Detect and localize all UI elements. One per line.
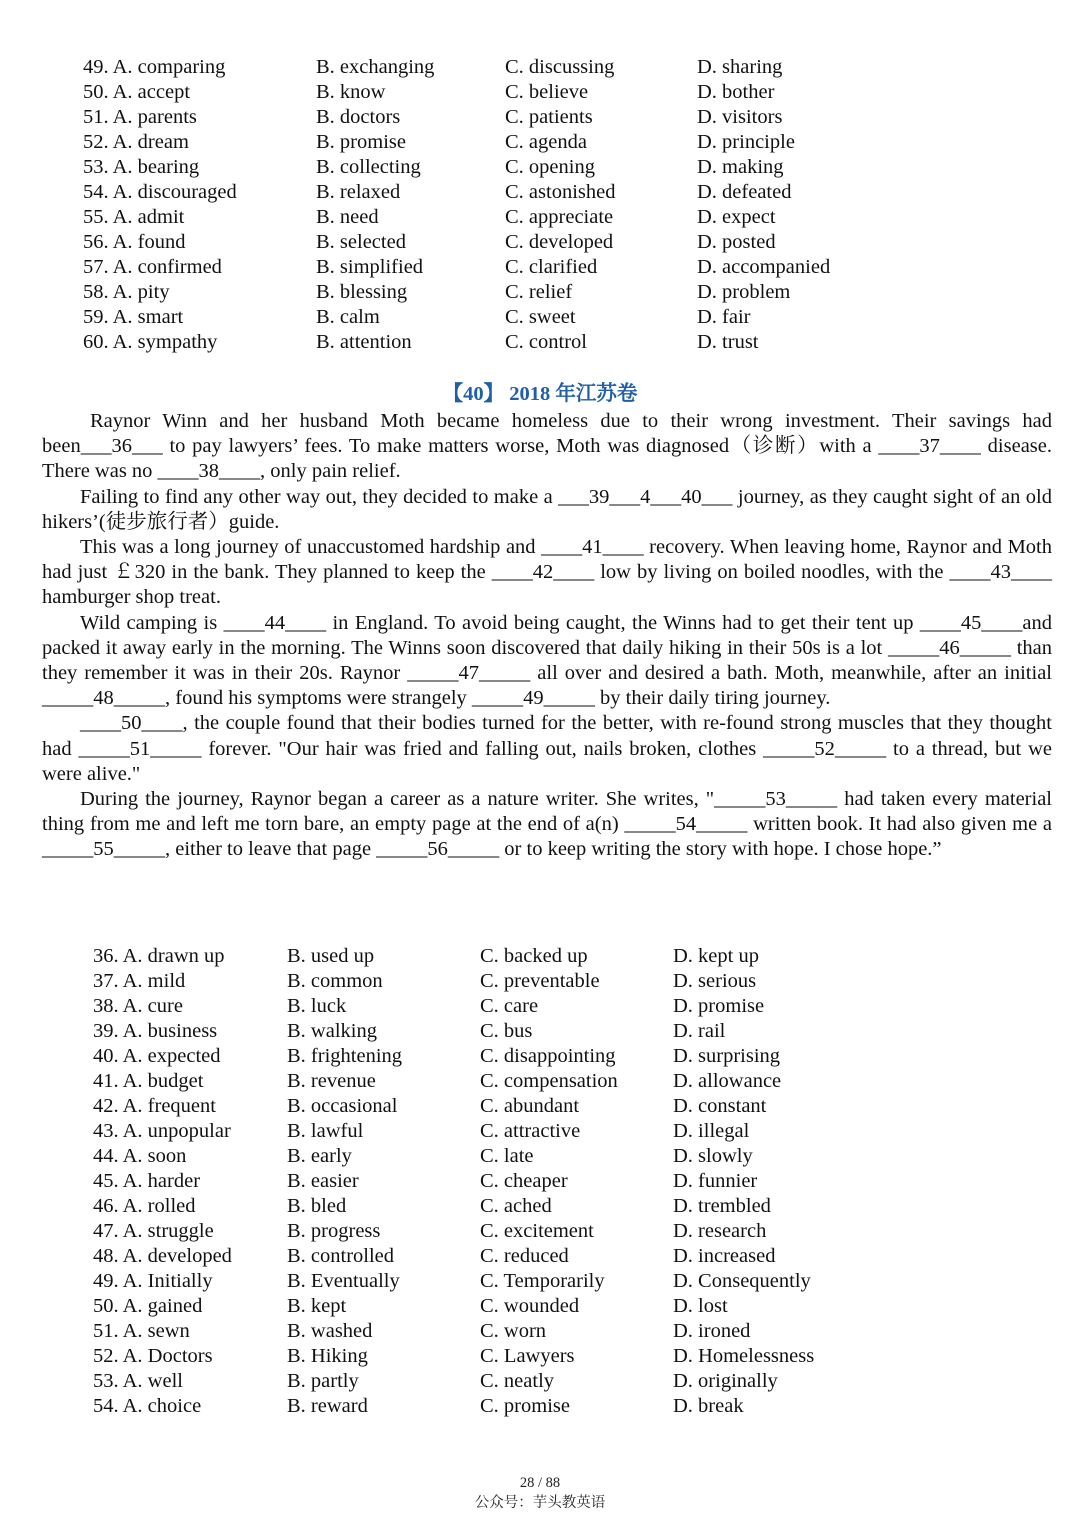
option-c: C. disappointing <box>480 1045 616 1067</box>
option-b: B. early <box>287 1145 352 1167</box>
option-a: 50. A. gained <box>93 1295 203 1317</box>
passage-paragraph: Failing to find any other way out, they decided to make a ___39___4___40___ journey, as they caught sight of an old hikers’(徒步旅行者）guide. <box>42 485 1052 533</box>
option-a: 56. A. found <box>83 231 186 253</box>
option-c: C. agenda <box>505 131 587 153</box>
option-d: D. constant <box>673 1095 767 1117</box>
option-a: 59. A. smart <box>83 306 184 328</box>
option-a: 51. A. parents <box>83 106 197 128</box>
option-c: C. attractive <box>480 1120 581 1142</box>
option-d: D. expect <box>697 206 776 228</box>
option-d: D. ironed <box>673 1320 751 1342</box>
option-a: 46. A. rolled <box>93 1195 196 1217</box>
option-b: B. used up <box>287 945 375 967</box>
option-c: C. reduced <box>480 1245 569 1267</box>
option-row <box>0 1294 1080 1319</box>
option-a: 51. A. sewn <box>93 1320 190 1342</box>
option-row <box>0 305 1080 330</box>
option-a: 45. A. harder <box>93 1170 201 1192</box>
option-b: B. know <box>316 81 386 103</box>
passage-paragraph: This was a long journey of unaccustomed hardship and ____41____ recovery. When leaving home, Raynor and Moth had just ￡320 in the bank. They planned to keep the ____42____ low by living on boiled noodles, with the ____43____ hamburger shop treat. <box>42 536 1052 609</box>
option-b: B. controlled <box>287 1245 395 1267</box>
option-row <box>0 1169 1080 1194</box>
option-b: B. occasional <box>287 1095 398 1117</box>
option-c: C. believe <box>505 81 589 103</box>
option-d: D. trembled <box>673 1195 771 1217</box>
option-c: C. ached <box>480 1195 552 1217</box>
option-d: D. Homelessness <box>673 1345 815 1367</box>
option-c: C. excitement <box>480 1220 594 1242</box>
option-a: 52. A. Doctors <box>93 1345 213 1367</box>
option-a: 53. A. well <box>93 1370 183 1392</box>
option-c: C. late <box>480 1145 534 1167</box>
option-row <box>0 180 1080 205</box>
option-b: B. Eventually <box>287 1270 400 1292</box>
option-b: B. easier <box>287 1170 359 1192</box>
option-row <box>0 1319 1080 1344</box>
option-row <box>0 255 1080 280</box>
option-c: C. compensation <box>480 1070 618 1092</box>
option-c: C. promise <box>480 1395 570 1417</box>
option-b: B. kept <box>287 1295 347 1317</box>
option-b: B. frightening <box>287 1045 403 1067</box>
option-b: B. washed <box>287 1320 373 1342</box>
option-d: D. serious <box>673 970 757 992</box>
option-row <box>0 1069 1080 1094</box>
option-row <box>0 1094 1080 1119</box>
option-row <box>0 55 1080 80</box>
option-d: D. promise <box>673 995 765 1017</box>
option-c: C. appreciate <box>505 206 614 228</box>
option-d: D. slowly <box>673 1145 753 1167</box>
option-d: D. break <box>673 1395 744 1417</box>
option-c: C. cheaper <box>480 1170 568 1192</box>
option-a: 49. A. comparing <box>83 56 226 78</box>
option-b: B. partly <box>287 1370 359 1392</box>
option-row <box>0 1144 1080 1169</box>
option-row <box>0 280 1080 305</box>
option-b: B. lawful <box>287 1120 364 1142</box>
option-c: C. Lawyers <box>480 1345 575 1367</box>
option-b: B. common <box>287 970 383 992</box>
option-c: C. worn <box>480 1320 547 1342</box>
option-b: B. reward <box>287 1395 368 1417</box>
option-row <box>0 1219 1080 1244</box>
option-b: B. Hiking <box>287 1345 368 1367</box>
option-a: 36. A. drawn up <box>93 945 225 967</box>
option-c: C. Temporarily <box>480 1270 605 1292</box>
option-row <box>0 1194 1080 1219</box>
option-a: 39. A. business <box>93 1020 218 1042</box>
option-row <box>0 1344 1080 1369</box>
option-b: B. blessing <box>316 281 408 303</box>
option-b: B. calm <box>316 306 380 328</box>
option-row <box>0 1019 1080 1044</box>
option-c: C. astonished <box>505 181 616 203</box>
passage-paragraph: ____50____, the couple found that their bodies turned for the better, with re-found strong muscles that they thought had _____51_____ forever. "Our hair was fried and falling out, nails broken, clothes _____52_____ to a thread, but we were alive." <box>42 712 1052 785</box>
option-b: B. exchanging <box>316 56 435 78</box>
option-a: 40. A. expected <box>93 1045 221 1067</box>
option-c: C. opening <box>505 156 595 178</box>
option-row <box>0 994 1080 1019</box>
option-a: 52. A. dream <box>83 131 189 153</box>
page-number: 28 / 88 <box>519 1475 561 1491</box>
option-a: 57. A. confirmed <box>83 256 222 278</box>
option-a: 55. A. admit <box>83 206 185 228</box>
option-d: D. trust <box>697 331 759 353</box>
option-a: 53. A. bearing <box>83 156 200 178</box>
option-row <box>0 130 1080 155</box>
option-d: D. accompanied <box>697 256 831 278</box>
option-b: B. selected <box>316 231 406 253</box>
passage-paragraph: Wild camping is ____44____ in England. To avoid being caught, the Winns had to get their tent up ____45____and packed it away early in the morning. The Winns soon discovered that daily hiking in their 50s is a lot _____46_____ than they remember it was in their 20s. Raynor _____47_____ all over and desired a bath. Moth, meanwhile, after an initial _____48_____, found his symptoms were strangely _____49_____ by their daily tiring journey. <box>42 611 1052 710</box>
option-d: D. bother <box>697 81 775 103</box>
option-row <box>0 944 1080 969</box>
option-c: C. care <box>480 995 539 1017</box>
passage-paragraph: During the journey, Raynor began a career as a nature writer. She writes, "_____53_____ had taken every material thing from me and left me torn bare, an empty page at the end of a(n) _____54_____ written book. It had also given me a _____55_____, either to leave that page _____56_____ or to keep writing the story with hope. I chose hope.” <box>42 788 1052 861</box>
option-b: B. bled <box>287 1195 347 1217</box>
option-row <box>0 205 1080 230</box>
option-row <box>0 1269 1080 1294</box>
option-c: C. developed <box>505 231 614 253</box>
option-d: D. posted <box>697 231 776 253</box>
option-b: B. attention <box>316 331 412 353</box>
option-b: B. progress <box>287 1220 381 1242</box>
option-row <box>0 155 1080 180</box>
option-b: B. doctors <box>316 106 401 128</box>
option-row <box>0 105 1080 130</box>
option-a: 43. A. unpopular <box>93 1120 231 1142</box>
options-table-top <box>0 55 1080 355</box>
option-a: 54. A. discouraged <box>83 181 237 203</box>
option-a: 48. A. developed <box>93 1245 232 1267</box>
option-c: C. patients <box>505 106 593 128</box>
option-row <box>0 969 1080 994</box>
option-b: B. relaxed <box>316 181 401 203</box>
option-d: D. funnier <box>673 1170 758 1192</box>
option-a: 50. A. accept <box>83 81 191 103</box>
option-b: B. need <box>316 206 379 228</box>
option-a: 38. A. cure <box>93 995 183 1017</box>
option-b: B. promise <box>316 131 406 153</box>
option-d: D. making <box>697 156 784 178</box>
option-b: B. simplified <box>316 256 424 278</box>
option-d: D. Consequently <box>673 1270 811 1292</box>
option-d: D. increased <box>673 1245 776 1267</box>
option-c: C. clarified <box>505 256 598 278</box>
option-b: B. revenue <box>287 1070 376 1092</box>
passage <box>42 409 1052 863</box>
option-a: 37. A. mild <box>93 970 186 992</box>
option-d: D. originally <box>673 1370 778 1392</box>
option-row <box>0 80 1080 105</box>
option-d: D. sharing <box>697 56 783 78</box>
option-c: C. neatly <box>480 1370 555 1392</box>
option-c: C. relief <box>505 281 573 303</box>
option-a: 49. A. Initially <box>93 1270 213 1292</box>
option-row <box>0 1394 1080 1419</box>
option-c: C. wounded <box>480 1295 580 1317</box>
option-d: D. problem <box>697 281 791 303</box>
option-a: 42. A. frequent <box>93 1095 216 1117</box>
option-row <box>0 1044 1080 1069</box>
option-a: 54. A. choice <box>93 1395 202 1417</box>
option-a: 60. A. sympathy <box>83 331 218 353</box>
option-d: D. fair <box>697 306 751 328</box>
option-b: B. luck <box>287 995 347 1017</box>
option-c: C. preventable <box>480 970 600 992</box>
option-d: D. kept up <box>673 945 759 967</box>
option-b: B. walking <box>287 1020 377 1042</box>
option-d: D. lost <box>673 1295 728 1317</box>
option-c: C. backed up <box>480 945 588 967</box>
option-a: 44. A. soon <box>93 1145 187 1167</box>
footer-account: 公众号：芋头教英语 <box>474 1495 606 1511</box>
option-a: 41. A. budget <box>93 1070 204 1092</box>
option-c: C. control <box>505 331 587 353</box>
passage-paragraph: Raynor Winn and her husband Moth became homeless due to their wrong investment. Their savings had been___36___ to pay lawyers’ fees. To make matters worse, Moth was diagnosed（诊断）with a ____37____ disease. There was no ____38____, only pain relief. <box>42 410 1052 483</box>
option-d: D. research <box>673 1220 767 1242</box>
option-row <box>0 1119 1080 1144</box>
option-row <box>0 230 1080 255</box>
option-b: B. collecting <box>316 156 421 178</box>
option-row <box>0 330 1080 355</box>
option-a: 47. A. struggle <box>93 1220 214 1242</box>
option-c: C. sweet <box>505 306 576 328</box>
option-d: D. illegal <box>673 1120 750 1142</box>
option-d: D. allowance <box>673 1070 782 1092</box>
option-d: D. principle <box>697 131 795 153</box>
options-table-bottom <box>0 944 1080 1419</box>
option-d: D. rail <box>673 1020 726 1042</box>
option-row <box>0 1369 1080 1394</box>
option-c: C. discussing <box>505 56 615 78</box>
option-row <box>0 1244 1080 1269</box>
option-a: 58. A. pity <box>83 281 170 303</box>
option-d: D. surprising <box>673 1045 781 1067</box>
option-c: C. bus <box>480 1020 533 1042</box>
option-d: D. defeated <box>697 181 792 203</box>
option-c: C. abundant <box>480 1095 580 1117</box>
option-d: D. visitors <box>697 106 783 128</box>
section-title: 【40】 2018 年江苏卷 <box>442 383 638 405</box>
